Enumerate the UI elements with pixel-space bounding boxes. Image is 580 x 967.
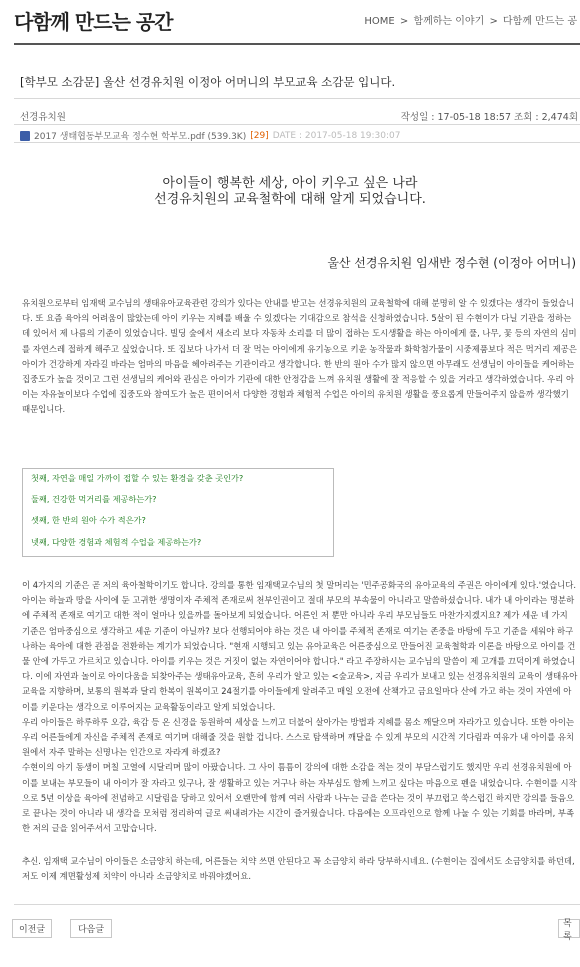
postscript-paragraph: 추신. 임재택 교수님이 아이들은 소금양치 하는데, 어른들는 치약 쓰면 안된다고 꼭 소금양치 하라 당부하시네요. (수현이는 집에서도 소금양치를 하던데, 저도 이제 계면활성제 치약이 아니라 소금양치로 바꿔야겠어요. — [22, 856, 575, 882]
breadcrumb-current[interactable]: 다함께 만드는 공 — [503, 16, 577, 27]
breadcrumb-separator: > — [489, 16, 498, 27]
breadcrumb-separator: > — [399, 16, 409, 27]
criteria-item: 셋째, 한 반의 원아 수가 적은가? — [31, 515, 146, 526]
title-divider — [14, 98, 580, 99]
prev-post-button[interactable]: 이전글 — [12, 919, 52, 938]
attachment-date: DATE : 2017-05-18 19:30:07 — [272, 130, 401, 141]
attachment-download-count: [29] — [250, 130, 269, 141]
criteria-item: 첫째, 자연을 매일 가까이 접할 수 있는 환경을 갖춘 곳인가? — [31, 473, 244, 483]
file-icon — [20, 131, 30, 141]
criteria-item: 넷째, 다양한 경험과 체험적 수업을 제공하는가? — [31, 536, 202, 547]
header-divider — [14, 43, 580, 45]
next-post-button[interactable]: 다음글 — [70, 919, 112, 938]
post-author: 선경유치원 — [20, 112, 66, 123]
breadcrumb-section[interactable]: 함께하는 이야기 — [413, 16, 485, 27]
criteria-box — [22, 468, 334, 557]
footer-divider — [14, 904, 580, 905]
attachment-divider — [14, 142, 580, 143]
post-byline: 울산 선경유치원 임새반 정수현 (이정아 어머니) — [327, 256, 576, 270]
post-title: [학부모 소감문] 울산 선경유치원 이정아 어머니의 부모교육 소감문 입니다. — [20, 75, 396, 89]
meta-divider — [14, 124, 580, 125]
body-paragraph: 유치원으로부터 임재택 교수님의 생태유아교육관련 강의가 있다는 안내를 받고는 선경유치원의 교육철학에 대해 분명히 알 수 있겠다는 생각이 들었습니다. 또 요즘 육아의 어려움이 많았는데 아이 키우는 지혜를 배울 수 있겠다는 기대감으로 참석을 신청하였습니다. 5살이 된 수현이가 다닐 기관을 정하는데 있어서 제 나름의 기준이 있었습니다. 빌딩 숲에서 새소리 보다 자동차 소리를 더 많이 접하는 도시생활을 하는 아이에게 풀, 나무, 꽃 등의 자연의 심미를 자연스레 접하게 해주고 싶었습니다. 또 집보다 나가서 더 잘 먹는 아이에게 유기농으로 키운 농작물과 화학첨가물이 시중제품보다 적은 먹거리 제공은 아이가 건강하게 자라길 바라는 엄마의 마음을 헤아려주는 기관이라고 생각합니다. 한 반의 원아 수가 많지 않으면 아무래도 선생님이 아이들을 케어하는 집중도가 높을 것이고 그런 선생님의 케어와 관심은 아이가 기관에 대한 안정감을 느껴 유치원 생활에 잘 적응할 수 있을 거라고 생각하였습니다. 우리 아이는 자유놀이보다 수업에 집중도와 참여도가 높은 편이어서 다양한 경험과 체험적 수업은 아이의 유치원 생활을 풍요롭게 만들어주지 않을까 생각했기 때문입니다. — [22, 298, 577, 415]
attachment[interactable] — [20, 129, 400, 142]
criteria-item: 둘째, 건강한 먹거리를 제공하는가? — [31, 494, 157, 505]
list-button[interactable]: 목록 — [558, 919, 580, 938]
body-paragraph: 이 4가지의 기준은 곧 저의 육아철학이기도 합니다. 강의를 통한 임재택교수님의 첫 말머리는 '민주공화국의 유아교육의 주권은 아이에게 있다.'였습니다. 아이는 하늘과 땅을 사이에 둔 고귀한 생명이자 주체적 존재로써 천부인권이고 절대 부모의 부속물이 아니라고 말씀하셨습니다. 내가 내 아이라는 명분하에 주체적 존재로 여기고 대한 적이 얼마나 있을까를 돌아보게 되었습니다. 어른인 저 뿐만 아니라 우리 부모님들도 마찬가지겠지요? 제가 세운 네 가지 기준은 엄마중심으로 생각하고 세운 기준이 아닐까? 보다 선행되어야 하는 것은 내 아이를 주체적 존재로 여기는 존중을 바탕에 두고 기준을 세워야 하구나하는 육아에 대한 관점을 전환하는 계기가 되었습니다. "현재 시행되고 있는 유아교육은 어른중심으로 만들어진 교육철학과 이론을 바탕으로 아이를 건물 안에 가두고 가르치고 있습니다. 아이를 키우는 것은 거짓이 없는 자연이어야 합니다." 라고 주장하시는 교수님의 말씀이 제 고개를 끄덕이게 하였습니다. 이에 자연과 놀이로 아이다움을 되찾아주는 생태유아교육, 흔히 우리가 알고 있는 <숲교육>, 지금 우리가 보내고 있는 선경유치원의 교육이 생태유아교육을 지향하며, 보통의 원복과 달리 한복이 원복이고 24절기를 아이들에게 알려주고 매일 오전에 산책가고 금요일마다 산에 가고 하는 것이 자연에 아이를 키운다는 생각으로 이루어지는 교육활동이라고 알게 되었습니다. 우리 아이들은 하루하루 오감, 육감 등 온 신경을 동원하여 세상을 느끼고 더불어 살아가는 방법과 지혜를 몸소 깨달으며 자라가고 있습니다. 또한 아이는 우리 어른들에게 자신을 주체적 존재로 여기며 대해줄 것을 원할 겁니다. 스스로 탐색하며 깨달을 수 있게 부모의 시간적 기다림과 여유가 내 아이를 유치원에서 자주 말하는 신명나는 인간으로 자라게 하겠죠? 수현이의 아기 동생이 며칠 고열에 시달리며 많이 아팠습니다. 그 사이 틈틈이 강의에 대한 소감을 적는 것이 부담스럽기도 했지만 우리 선경유치원에 아이를 보내는 부모들이 내 아이가 잘 자라고 있구나, 잘 생활하고 있는 거구나 하는 자부심도 함께 느끼고 싶다는 마음으로 펜을 내었습니다. 수현이를 시작으로 5년 이상을 육아에 전념하고 시달림을 당하고 있어서 오랜만에 함께 여러 사람과 나누는 글을 쓴다는 것이 부끄럽고 쑥스럽긴 하지만 강의를 들음으로 끝나는 것이 아니라 내 생각을 모처럼 정리하여 글로 써내려가는 시간이 즐거웠습니다. 다음에는 오프라인으로 함께 나눌 수 있는 기회를 바라며, 부족한 저의 글을 읽어주셔서 고맙습니다. — [22, 580, 578, 834]
attachment-name[interactable]: 2017 생태협동부모교육 정수현 학부모.pdf (539.3K) — [34, 132, 247, 142]
breadcrumb — [363, 12, 578, 27]
site-title[interactable]: 다함께 만드는 공간 — [14, 10, 173, 34]
post-meta: 작성일 : 17-05-18 18:57 조회 : 2,474회 — [400, 112, 578, 123]
headline-line: 선경유치원의 교육철학에 대해 알게 되었습니다. — [154, 192, 426, 207]
post-headline — [0, 176, 580, 208]
breadcrumb-home[interactable]: HOME — [364, 16, 395, 27]
headline-line: 아이들이 행복한 세상, 아이 키우고 싶은 나라 — [162, 176, 418, 191]
